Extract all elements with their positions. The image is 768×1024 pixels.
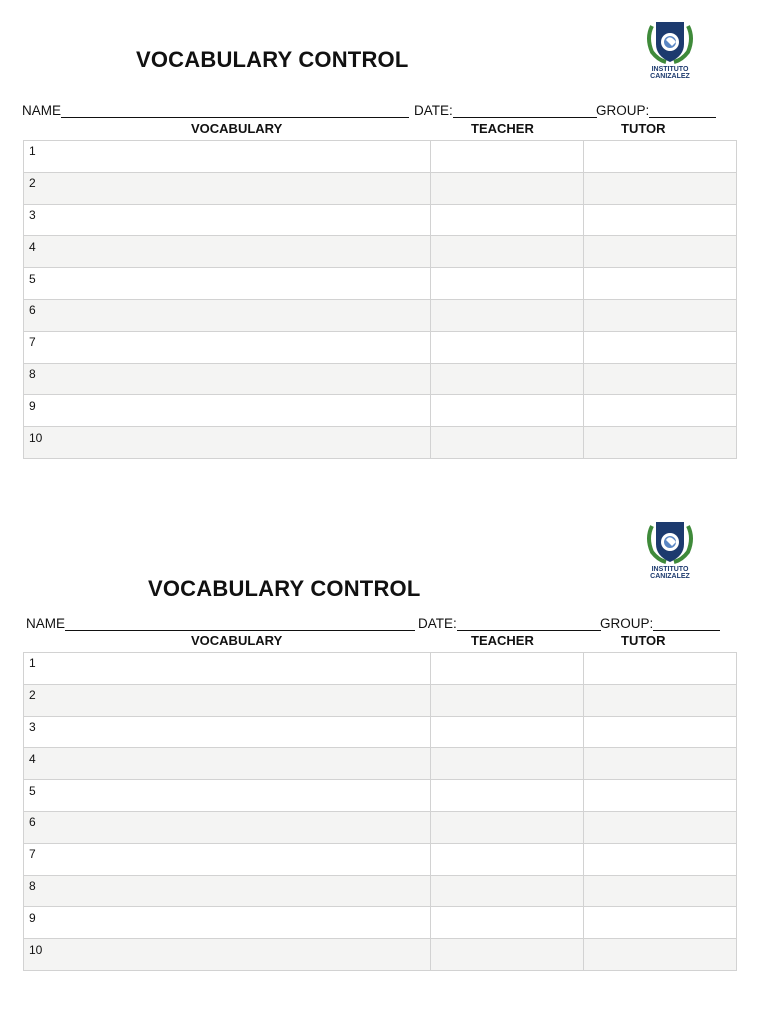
crest-icon <box>642 516 698 582</box>
row-number: 10 <box>29 942 43 957</box>
tutor-cell[interactable] <box>584 204 737 236</box>
vocabulary-cell[interactable] <box>24 395 431 427</box>
teacher-cell[interactable] <box>431 939 584 971</box>
header-teacher: TEACHER <box>471 633 534 648</box>
table-row <box>24 172 737 204</box>
row-number: 1 <box>29 144 36 159</box>
logo-line2: CANIZALEZ <box>650 573 690 580</box>
header-vocabulary: VOCABULARY <box>191 633 283 648</box>
table-row <box>24 843 737 875</box>
vocabulary-cell[interactable] <box>24 939 431 971</box>
tutor-cell[interactable] <box>584 780 737 812</box>
header-teacher: TEACHER <box>471 121 534 136</box>
row-number: 1 <box>29 656 36 671</box>
teacher-cell[interactable] <box>431 716 584 748</box>
logo-line2: CANIZALEZ <box>650 73 690 80</box>
vocabulary-cell[interactable] <box>24 331 431 363</box>
tutor-cell[interactable] <box>584 363 737 395</box>
vocabulary-cell[interactable] <box>24 811 431 843</box>
vocabulary-cell[interactable] <box>24 843 431 875</box>
header-tutor: TUTOR <box>621 121 666 136</box>
tutor-cell[interactable] <box>584 299 737 331</box>
teacher-cell[interactable] <box>431 236 584 268</box>
table-row <box>24 236 737 268</box>
tutor-cell[interactable] <box>584 331 737 363</box>
teacher-cell[interactable] <box>431 427 584 459</box>
row-number: 3 <box>29 719 36 734</box>
vocabulary-cell[interactable] <box>24 716 431 748</box>
vocabulary-cell[interactable] <box>24 299 431 331</box>
row-number: 4 <box>29 239 36 254</box>
header-vocabulary: VOCABULARY <box>191 121 283 136</box>
tutor-cell[interactable] <box>584 653 737 685</box>
vocabulary-cell[interactable] <box>24 172 431 204</box>
vocabulary-table <box>23 652 737 971</box>
page-title: VOCABULARY CONTROL <box>136 47 409 72</box>
table-row <box>24 939 737 971</box>
date-field[interactable] <box>453 104 597 118</box>
teacher-cell[interactable] <box>431 875 584 907</box>
logo-line1: INSTITUTO <box>651 566 689 573</box>
tutor-cell[interactable] <box>584 939 737 971</box>
vocabulary-cell[interactable] <box>24 427 431 459</box>
teacher-cell[interactable] <box>431 748 584 780</box>
teacher-cell[interactable] <box>431 363 584 395</box>
teacher-cell[interactable] <box>431 811 584 843</box>
vocabulary-cell[interactable] <box>24 653 431 685</box>
row-number: 5 <box>29 271 36 286</box>
table-row <box>24 331 737 363</box>
tutor-cell[interactable] <box>584 875 737 907</box>
teacher-cell[interactable] <box>431 395 584 427</box>
logo-line1: INSTITUTO <box>651 66 689 73</box>
row-number: 8 <box>29 878 36 893</box>
row-number: 4 <box>29 751 36 766</box>
vocabulary-cell[interactable] <box>24 780 431 812</box>
teacher-cell[interactable] <box>431 780 584 812</box>
table-row <box>24 748 737 780</box>
vocabulary-cell[interactable] <box>24 204 431 236</box>
table-row <box>24 811 737 843</box>
table-row <box>24 653 737 685</box>
crest-icon <box>642 16 698 82</box>
table-row <box>24 684 737 716</box>
group-label: GROUP: <box>600 616 654 631</box>
vocabulary-cell[interactable] <box>24 684 431 716</box>
date-field[interactable] <box>457 617 601 631</box>
table-row <box>24 268 737 300</box>
vocabulary-table <box>23 140 737 459</box>
name-label: NAME <box>22 103 62 118</box>
row-number: 3 <box>29 207 36 222</box>
page-title: VOCABULARY CONTROL <box>148 576 421 601</box>
teacher-cell[interactable] <box>431 204 584 236</box>
date-label: DATE: <box>418 616 457 631</box>
teacher-cell[interactable] <box>431 268 584 300</box>
vocabulary-cell[interactable] <box>24 875 431 907</box>
table-row <box>24 141 737 173</box>
date-label: DATE: <box>414 103 453 118</box>
table-row <box>24 395 737 427</box>
school-logo <box>642 16 698 82</box>
name-label: NAME <box>26 616 66 631</box>
table-row <box>24 299 737 331</box>
vocabulary-cell[interactable] <box>24 748 431 780</box>
tutor-cell[interactable] <box>584 268 737 300</box>
table-row <box>24 875 737 907</box>
vocabulary-cell[interactable] <box>24 141 431 173</box>
table-row <box>24 716 737 748</box>
tutor-cell[interactable] <box>584 716 737 748</box>
row-number: 10 <box>29 430 43 445</box>
tutor-cell[interactable] <box>584 427 737 459</box>
vocabulary-cell[interactable] <box>24 363 431 395</box>
teacher-cell[interactable] <box>431 653 584 685</box>
teacher-cell[interactable] <box>431 331 584 363</box>
vocabulary-cell[interactable] <box>24 268 431 300</box>
row-number: 7 <box>29 335 36 350</box>
teacher-cell[interactable] <box>431 684 584 716</box>
tutor-cell[interactable] <box>584 172 737 204</box>
column-headers <box>0 121 768 135</box>
tutor-cell[interactable] <box>584 684 737 716</box>
tutor-cell[interactable] <box>584 907 737 939</box>
row-number: 2 <box>29 688 36 703</box>
column-headers <box>0 633 768 647</box>
row-number: 9 <box>29 910 36 925</box>
tutor-cell[interactable] <box>584 236 737 268</box>
tutor-cell[interactable] <box>584 395 737 427</box>
table-row <box>24 204 737 236</box>
group-field[interactable] <box>653 617 720 631</box>
row-number: 6 <box>29 815 36 830</box>
tutor-cell[interactable] <box>584 141 737 173</box>
teacher-cell[interactable] <box>431 843 584 875</box>
teacher-cell[interactable] <box>431 172 584 204</box>
table-row <box>24 427 737 459</box>
teacher-cell[interactable] <box>431 141 584 173</box>
name-field[interactable] <box>61 104 409 118</box>
name-field[interactable] <box>65 617 415 631</box>
tutor-cell[interactable] <box>584 811 737 843</box>
group-label: GROUP: <box>596 103 650 118</box>
vocabulary-cell[interactable] <box>24 236 431 268</box>
row-number: 8 <box>29 366 36 381</box>
tutor-cell[interactable] <box>584 748 737 780</box>
row-number: 9 <box>29 398 36 413</box>
school-logo <box>642 516 698 582</box>
vocabulary-cell[interactable] <box>24 907 431 939</box>
row-number: 7 <box>29 847 36 862</box>
table-row <box>24 907 737 939</box>
group-field[interactable] <box>649 104 716 118</box>
tutor-cell[interactable] <box>584 843 737 875</box>
table-row <box>24 780 737 812</box>
teacher-cell[interactable] <box>431 299 584 331</box>
teacher-cell[interactable] <box>431 907 584 939</box>
row-number: 2 <box>29 176 36 191</box>
row-number: 5 <box>29 783 36 798</box>
row-number: 6 <box>29 303 36 318</box>
header-tutor: TUTOR <box>621 633 666 648</box>
table-row <box>24 363 737 395</box>
